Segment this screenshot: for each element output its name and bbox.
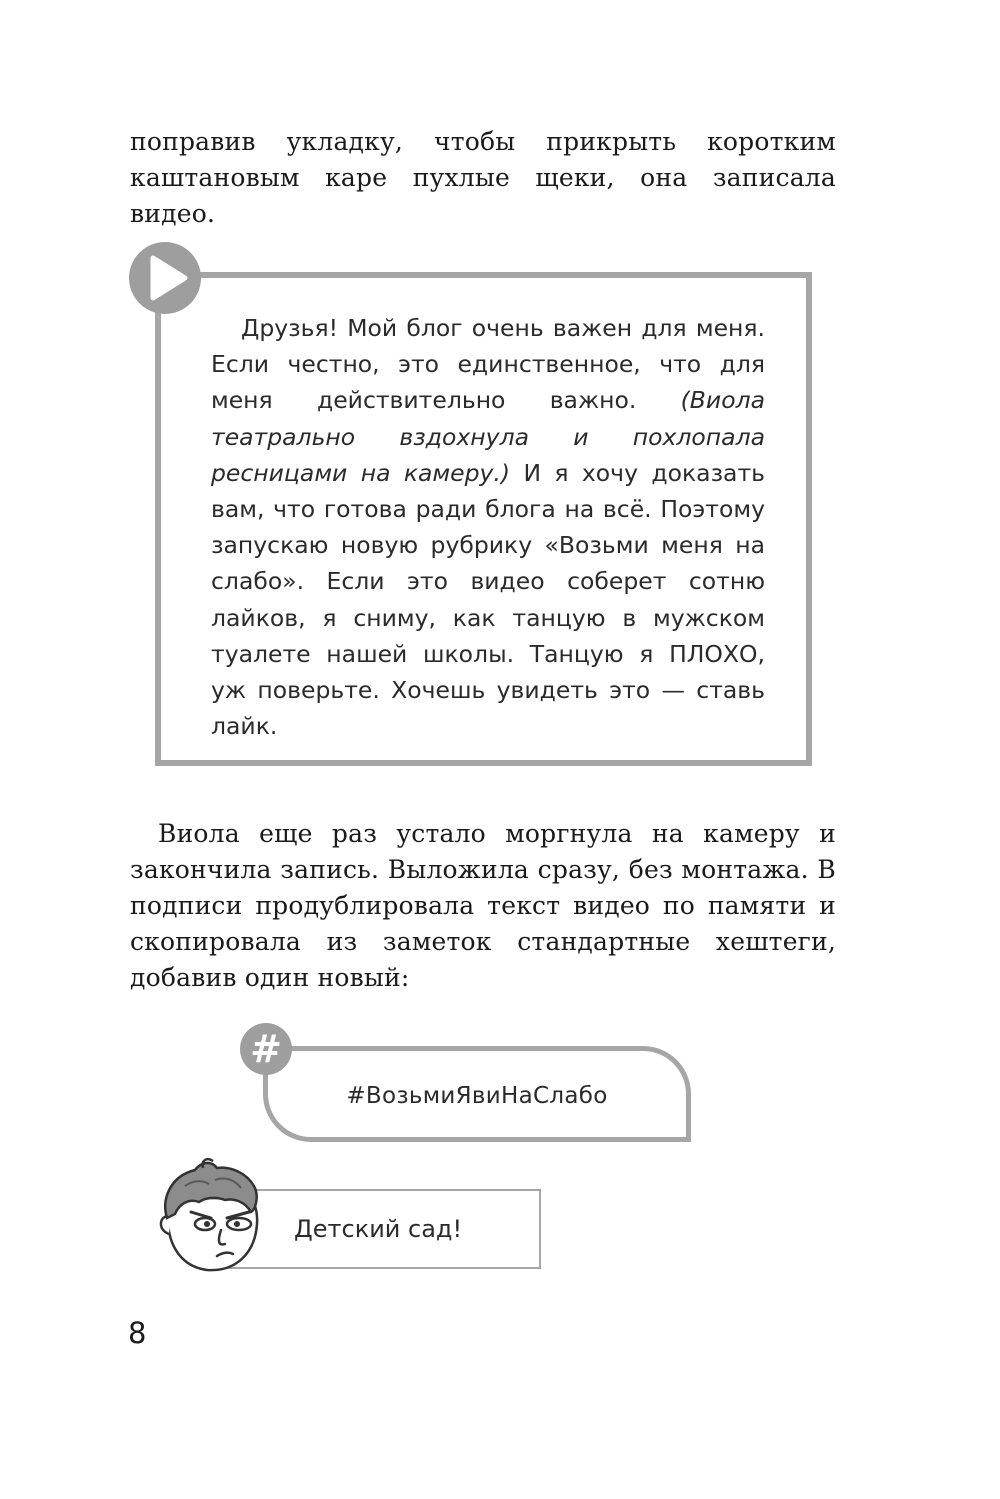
- hash-icon: #: [240, 1023, 292, 1075]
- page-number: 8: [128, 1316, 147, 1350]
- video-transcript-text: [211, 310, 765, 744]
- speech-text: Детский сад!: [294, 1215, 463, 1243]
- hashtag-text: #ВозьмиЯвиНаСлабо: [346, 1083, 608, 1109]
- boy-avatar-icon: [155, 1158, 265, 1276]
- video-text-part-1: Друзья! Мой блог очень важен для меня. Если честно, это единственное, что для меня действительно важно.: [211, 314, 765, 415]
- video-transcript-box: [155, 272, 812, 766]
- speech-box: [222, 1189, 541, 1269]
- hashtag-box: [263, 1046, 691, 1142]
- video-text-part-2: И я хочу доказать вам, что готова ради блога на всё. Поэтому запускаю новую рубрику «Возьми меня на слабо». Если это видео соберет сотню лайков, я сниму, как танцую в мужском туалете нашей школы. Танцую я ПЛОХО, уж поверьте. Хочешь увидеть это — ставь лайк.: [211, 458, 765, 741]
- paragraph-top: поправив укладку, чтобы прикрыть коротким каштановым каре пухлые щеки, она записала видео.: [130, 127, 836, 228]
- video-text-italic: (Виола театрально вздохнула и похлопала ресницами на камеру.): [211, 386, 765, 487]
- paragraph-middle: Виола еще раз устало моргнула на камеру и закончила запись. Выложила сразу, без монтажа. В подписи продублировала текст видео по памяти и скопировала из заметок стандартные хештеги, добавив один новый:: [130, 819, 836, 992]
- play-icon: [129, 242, 201, 314]
